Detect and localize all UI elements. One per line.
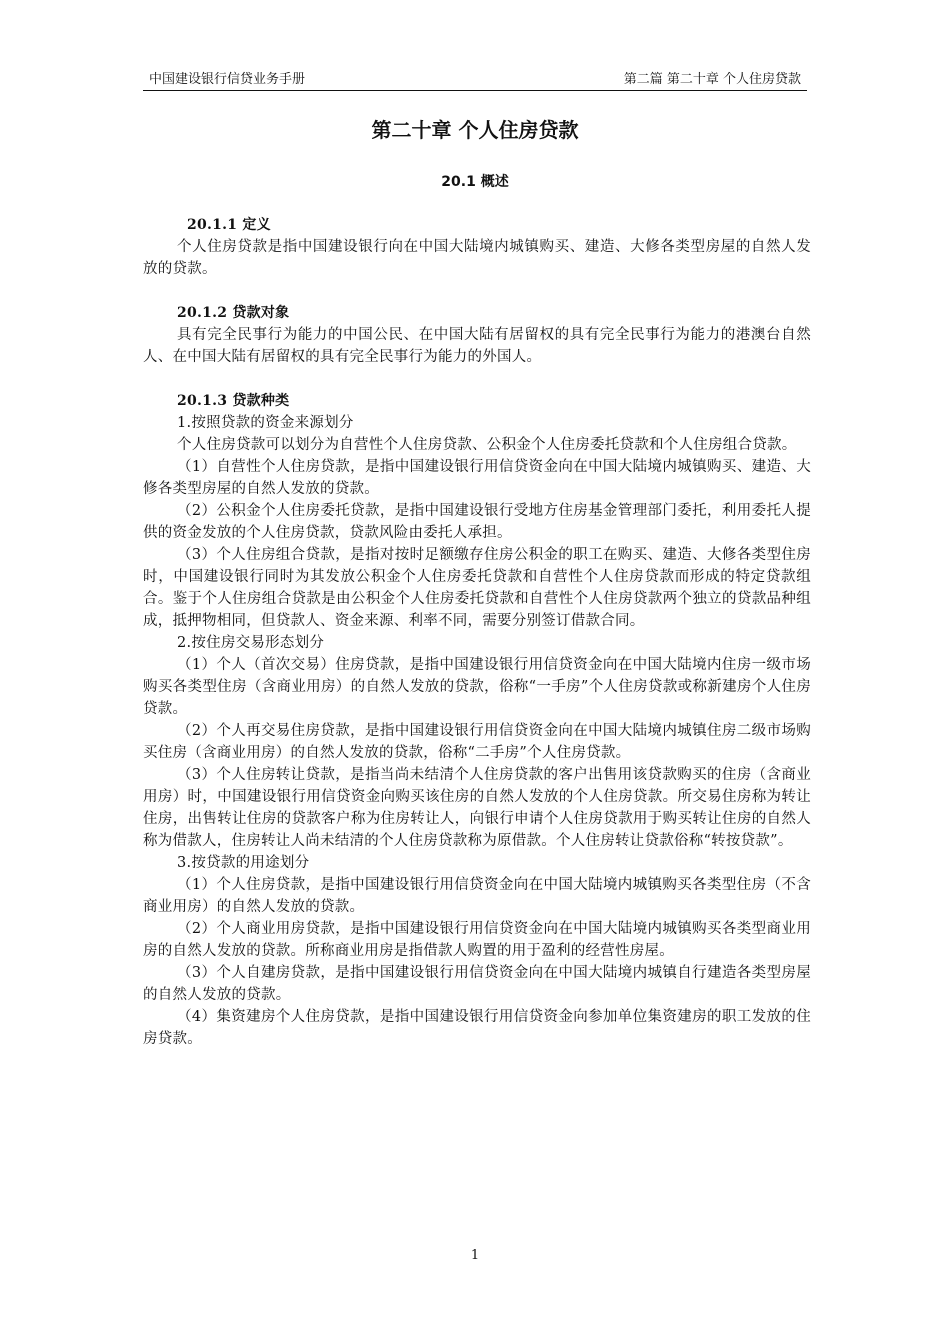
paragraph: （2）公积金个人住房委托贷款，是指中国建设银行受地方住房基金管理部门委托，利用委托人提供的资金发放的个人住房贷款，贷款风险由委托人承担。 — [143, 503, 811, 541]
paragraph-definition: 个人住房贷款是指中国建设银行向在中国大陆境内城镇购买、建造、大修各类型房屋的自然人发放的贷款。 — [143, 239, 811, 277]
running-header — [143, 70, 807, 91]
paragraph-transaction-heading: 2.按住房交易形态划分 — [177, 635, 325, 651]
subsection-heading-definition: 20.1.1 定义 — [187, 217, 271, 233]
paragraph: 个人住房贷款可以划分为自营性个人住房贷款、公积金个人住房委托贷款和个人住房组合贷款。 — [177, 437, 797, 453]
paragraph-borrowers: 具有完全民事行为能力的中国公民、在中国大陆有居留权的具有完全民事行为能力的港澳台自然人、在中国大陆有居留权的具有完全民事行为能力的外国人。 — [143, 327, 811, 365]
chapter-title: 第二十章 个人住房贷款 — [371, 118, 579, 142]
page-number: 1 — [470, 1248, 480, 1263]
header-chapter-ref: 第二篇 第二十章 个人住房贷款 — [623, 72, 801, 87]
paragraph: （3）个人自建房贷款，是指中国建设银行用信贷资金向在中国大陆境内城镇自行建造各类型房屋的自然人发放的贷款。 — [143, 965, 811, 1003]
paragraph-fund-source-heading: 1.按照贷款的资金来源划分 — [177, 415, 354, 431]
paragraph: （2）个人再交易住房贷款，是指中国建设银行用信贷资金向在中国大陆境内城镇住房二级市场购买住房（含商业用房）的自然人发放的贷款，俗称“二手房”个人住房贷款。 — [143, 723, 811, 761]
paragraph-usage-heading: 3.按贷款的用途划分 — [177, 855, 310, 871]
paragraph: （4）集资建房个人住房贷款，是指中国建设银行用信贷资金向参加单位集资建房的职工发放的住房贷款。 — [143, 1009, 811, 1047]
paragraph: （3）个人住房组合贷款，是指对按时足额缴存住房公积金的职工在购买、建造、大修各类型住房时，中国建设银行同时为其发放公积金个人住房委托贷款和自营性个人住房贷款而形成的特定贷款组合。鉴于个人住房组合贷款是由公积金个人住房委托贷款和自营性个人住房贷款两个独立的贷款品种组成，抵押物相同，但贷款人、资金来源、利率不同，需要分别签订借款合同。 — [143, 547, 811, 629]
paragraph: （1）个人（首次交易）住房贷款，是指中国建设银行用信贷资金向在中国大陆境内住房一级市场购买各类型住房（含商业用房）的自然人发放的贷款，俗称“一手房”个人住房贷款或称新建房个人住房贷款。 — [143, 657, 811, 717]
paragraph: （1）自营性个人住房贷款，是指中国建设银行用信贷资金向在中国大陆境内城镇购买、建造、大修各类型房屋的自然人发放的贷款。 — [143, 459, 811, 497]
header-book-title: 中国建设银行信贷业务手册 — [149, 72, 306, 87]
section-title: 20.1 概述 — [441, 174, 509, 190]
subsection-heading-types: 20.1.3 贷款种类 — [177, 393, 290, 409]
paragraph: （1）个人住房贷款，是指中国建设银行用信贷资金向在中国大陆境内城镇购买各类型住房（不含商业用房）的自然人发放的贷款。 — [143, 877, 811, 915]
subsection-heading-borrowers: 20.1.2 贷款对象 — [177, 305, 290, 321]
paragraph: （3）个人住房转让贷款，是指当尚未结清个人住房贷款的客户出售用该贷款购买的住房（含商业用房）时，中国建设银行用信贷资金向购买该住房的自然人发放的个人住房贷款。所交易住房称为转让住房，出售转让住房的贷款客户称为住房转让人，向银行申请个人住房贷款用于购买转让住房的自然人称为借款人，住房转让人尚未结清的个人住房贷款称为原借款。个人住房转让贷款俗称“转按贷款”。 — [143, 767, 811, 849]
paragraph: （2）个人商业用房贷款，是指中国建设银行用信贷资金向在中国大陆境内城镇购买各类型商业用房的自然人发放的贷款。所称商业用房是指借款人购置的用于盈利的经营性房屋。 — [143, 921, 811, 959]
document-body — [143, 214, 811, 1050]
